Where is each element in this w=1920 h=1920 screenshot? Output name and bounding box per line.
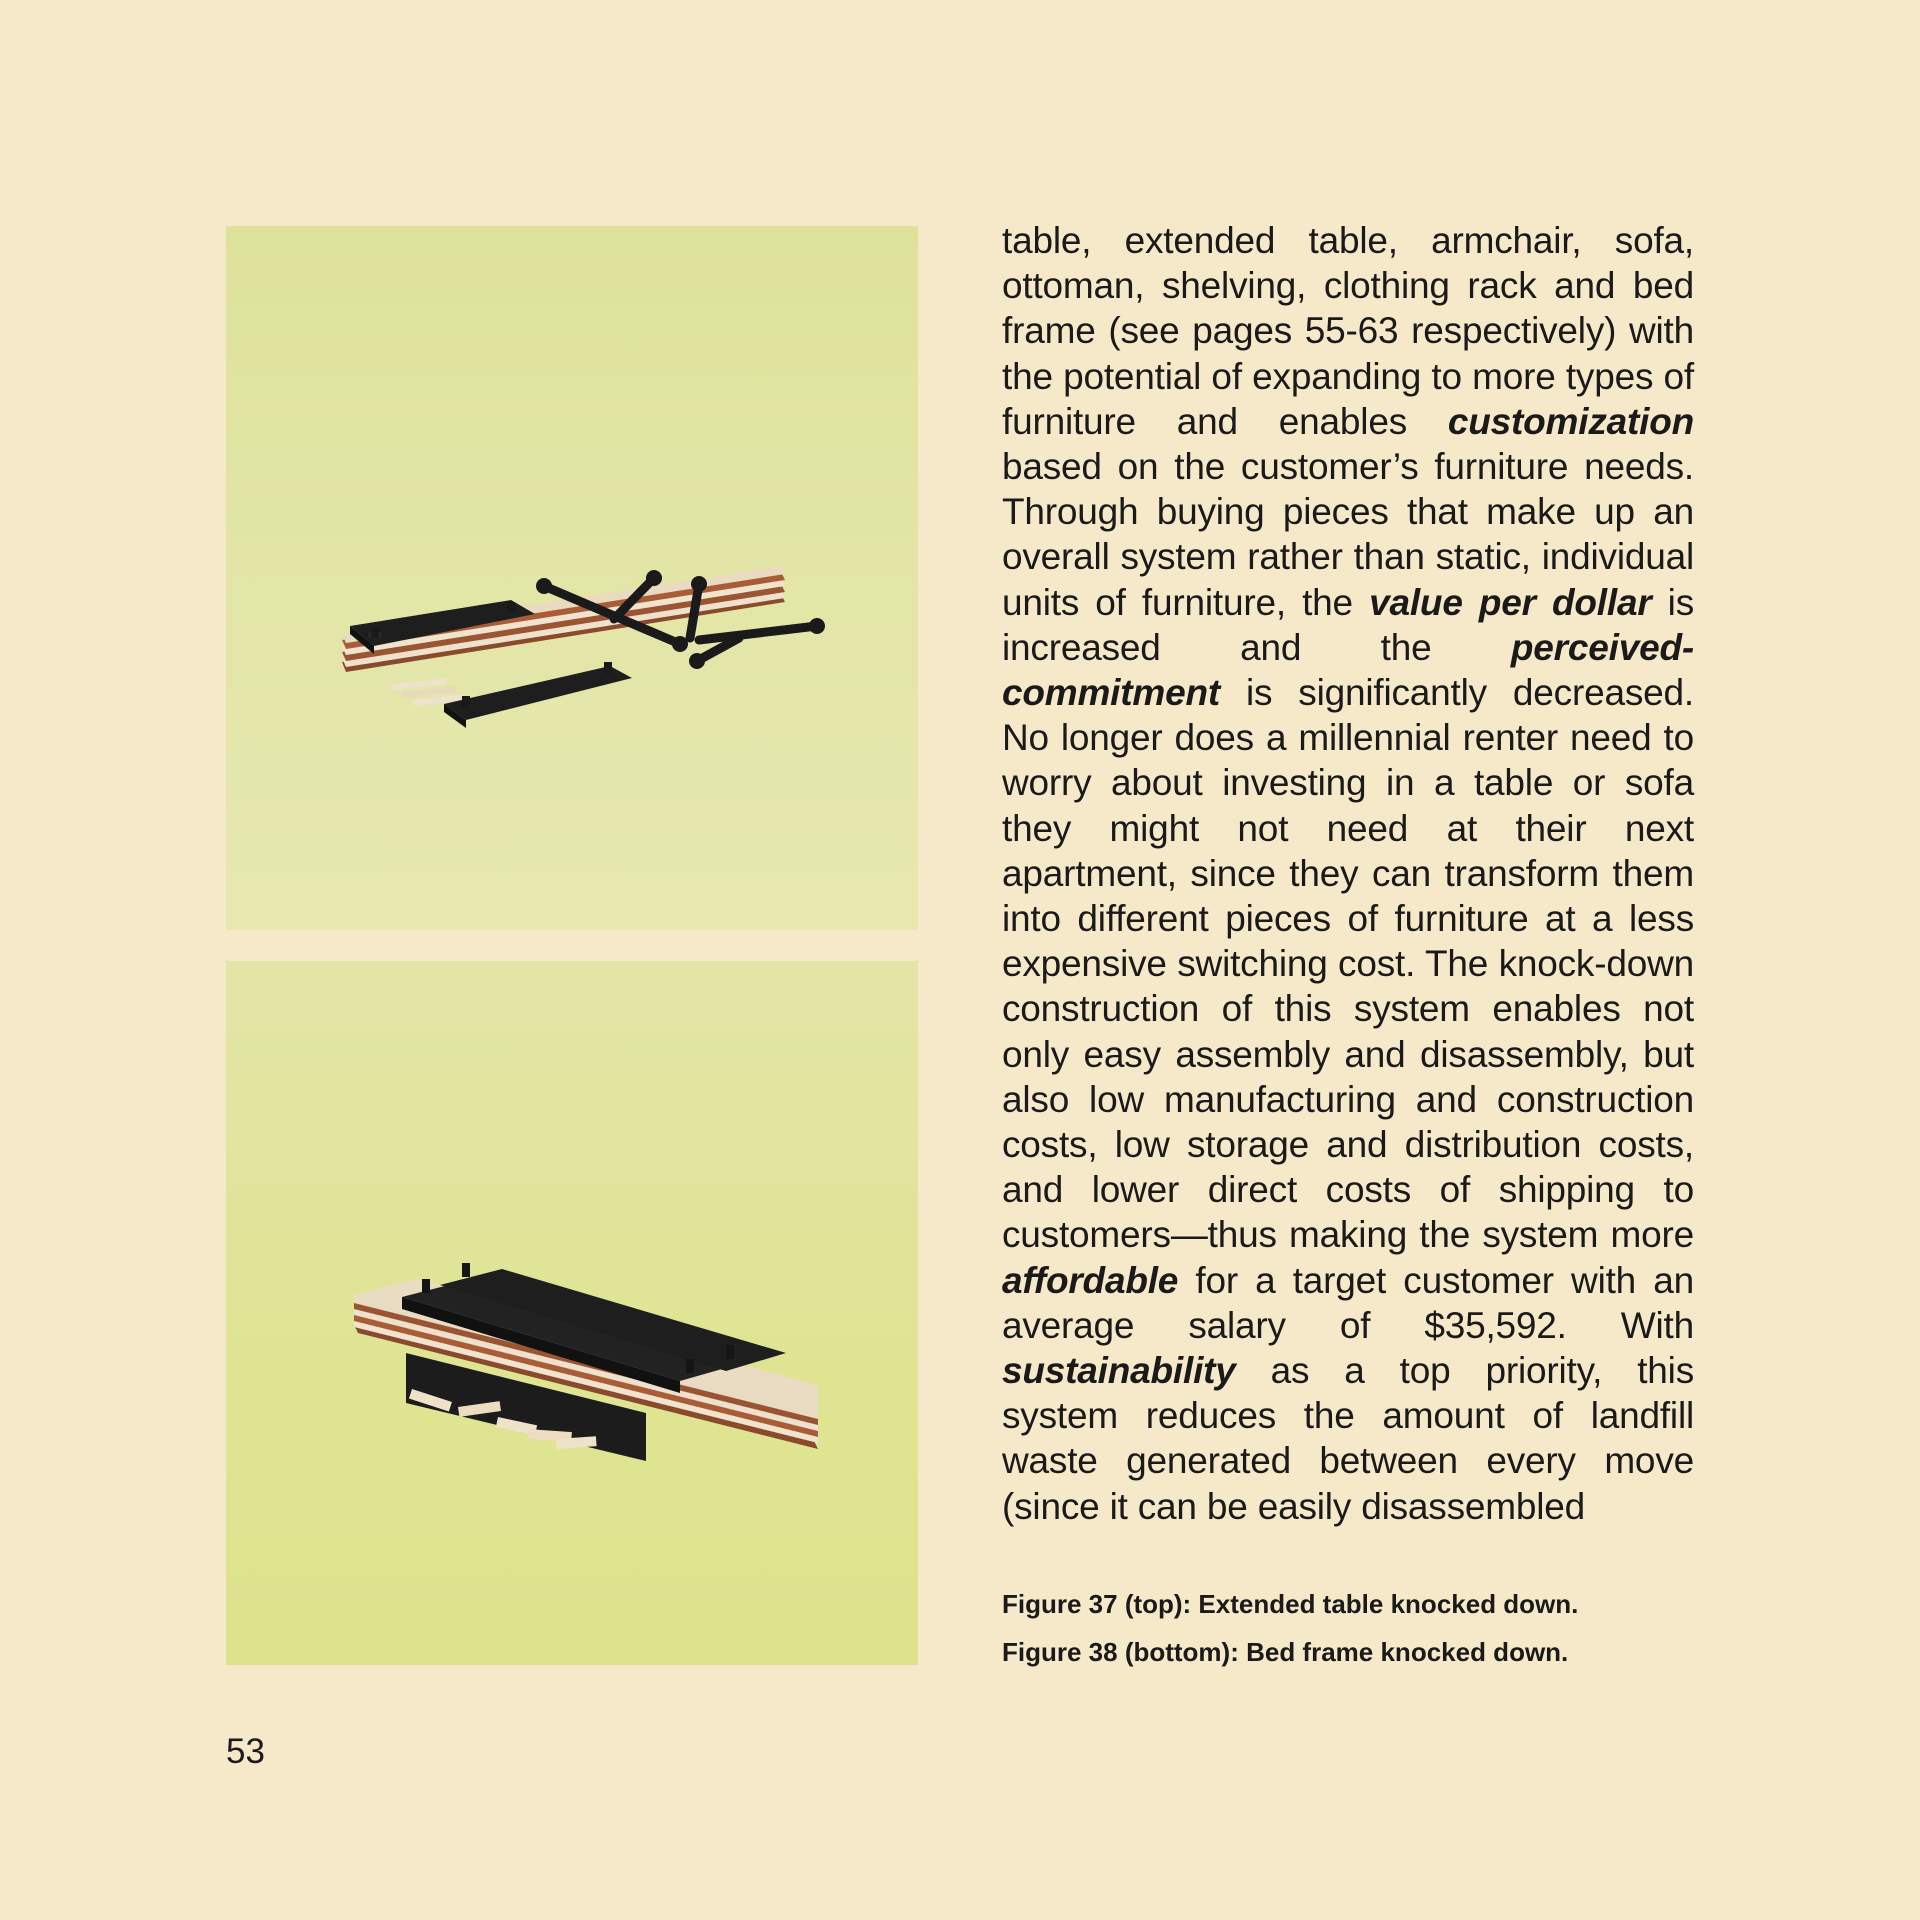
figure-38-caption: Figure 38 (bottom): Bed frame knocked down. [1002,1637,1569,1667]
body-text-segment: as a top priority, this system reduces the amount of landfill waste generated between every move (since it can be easily disassembled [1002,1350,1694,1527]
body-text-segment: is increased and the [1002,581,1694,668]
bed-frame-knocked-down-image [226,961,918,1665]
emphasis-sustainability: sustainability [1002,1350,1236,1392]
extended-table-knocked-down-image [226,226,918,930]
emphasis-customization: customization [1447,400,1694,442]
body-text-segment: table, extended table, armchair, sofa, ottoman, shelving, clothing rack and bed frame (see pages 55-63 respectively) with the potential of expanding to more types of furniture and enables [1002,220,1694,442]
figure-38-photo [226,961,918,1665]
figure-37-caption: Figure 37 (top): Extended table knocked down. [1002,1589,1579,1619]
body-paragraph [1002,218,1694,1529]
emphasis-value-per-dollar: value per dollar [1369,581,1652,623]
figure-captions [1002,1580,1702,1676]
body-text-segment: based on the customer’s furniture needs. Through buying pieces that make up an overall system rather than static, individual units of furniture, the [1002,446,1694,623]
emphasis-perceived-commitment: perceived-commitment [1002,626,1694,714]
page-number: 53 [226,1732,265,1771]
body-text-segment: for a target customer with an average salary of $35,592. With [1002,1259,1694,1346]
figure-37-photo [226,226,918,930]
body-text-segment: is significantly decreased. No longer does a millennial renter need to worry about investing in a table or sofa they might not need at their next apartment, since they can transform them into different pieces of furniture at a less expensive switching cost. The knock-down construction of this system enables not only easy assembly and disassembly, but also low manufacturing and construction costs, low storage and distribution costs, and lower direct costs of shipping to customers—thus making the system more [1002,672,1694,1256]
emphasis-affordable: affordable [1002,1259,1179,1301]
